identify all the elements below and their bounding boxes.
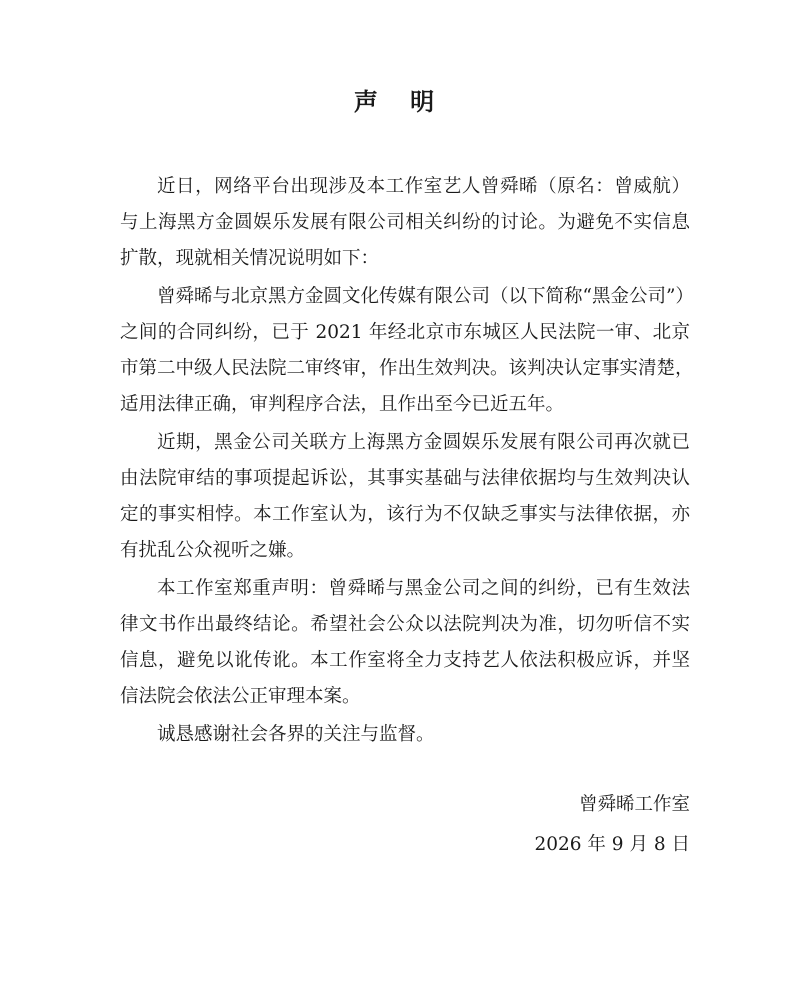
document-title: 声 明	[353, 87, 447, 116]
signature: 曾舜晞工作室	[578, 794, 690, 815]
paragraph-1-line-3: 扩散，现就相关情况说明如下：	[120, 248, 380, 269]
paragraph-2-line-2: 之间的合同纠纷，已于 2021 年经北京市东城区人民法院一审、北京	[120, 322, 690, 343]
paragraph-2-line-3: 市第二中级人民法院二审终审，作出生效判决。该判决认定事实清楚，	[120, 358, 694, 379]
paragraph-4-line-3: 信息，避免以讹传讹。本工作室将全力支持艺人依法积极应诉，并坚	[120, 650, 690, 671]
paragraph-3-line-4: 有扰乱公众视听之嫌。	[120, 540, 306, 561]
date: 2026 年 9 月 8 日	[534, 834, 690, 855]
paragraph-1-line-2: 与上海黑方金圆娱乐发展有限公司相关纠纷的讨论。为避免不实信息	[120, 212, 690, 233]
paragraph-3-line-3: 定的事实相悖。本工作室认为，该行为不仅缺乏事实与法律依据，亦	[120, 504, 690, 525]
paragraph-2-line-4: 适用法律正确，审判程序合法，且作出至今已近五年。	[120, 394, 565, 415]
paragraph-2-line-1: 曾舜晞与北京黑方金圆文化传媒有限公司（以下简称“黑金公司”）	[157, 286, 694, 307]
paragraph-5-line-1: 诚恳感谢社会各界的关注与监督。	[157, 724, 435, 745]
paragraph-4-line-2: 律文书作出最终结论。希望社会公众以法院判决为准，切勿听信不实	[120, 614, 690, 635]
paragraph-4-line-1: 本工作室郑重声明：曾舜晞与黑金公司之间的纠纷，已有生效法	[157, 578, 690, 599]
paragraph-1-line-1: 近日，网络平台出现涉及本工作室艺人曾舜晞（原名：曾威航）	[157, 176, 690, 197]
paragraph-3-line-2: 由法院审结的事项提起诉讼，其事实基础与法律依据均与生效判决认	[120, 468, 690, 489]
paragraph-4-line-4: 信法院会依法公正审理本案。	[120, 686, 361, 707]
paragraph-3-line-1: 近期，黑金公司关联方上海黑方金圆娱乐发展有限公司再次就已	[157, 432, 690, 453]
